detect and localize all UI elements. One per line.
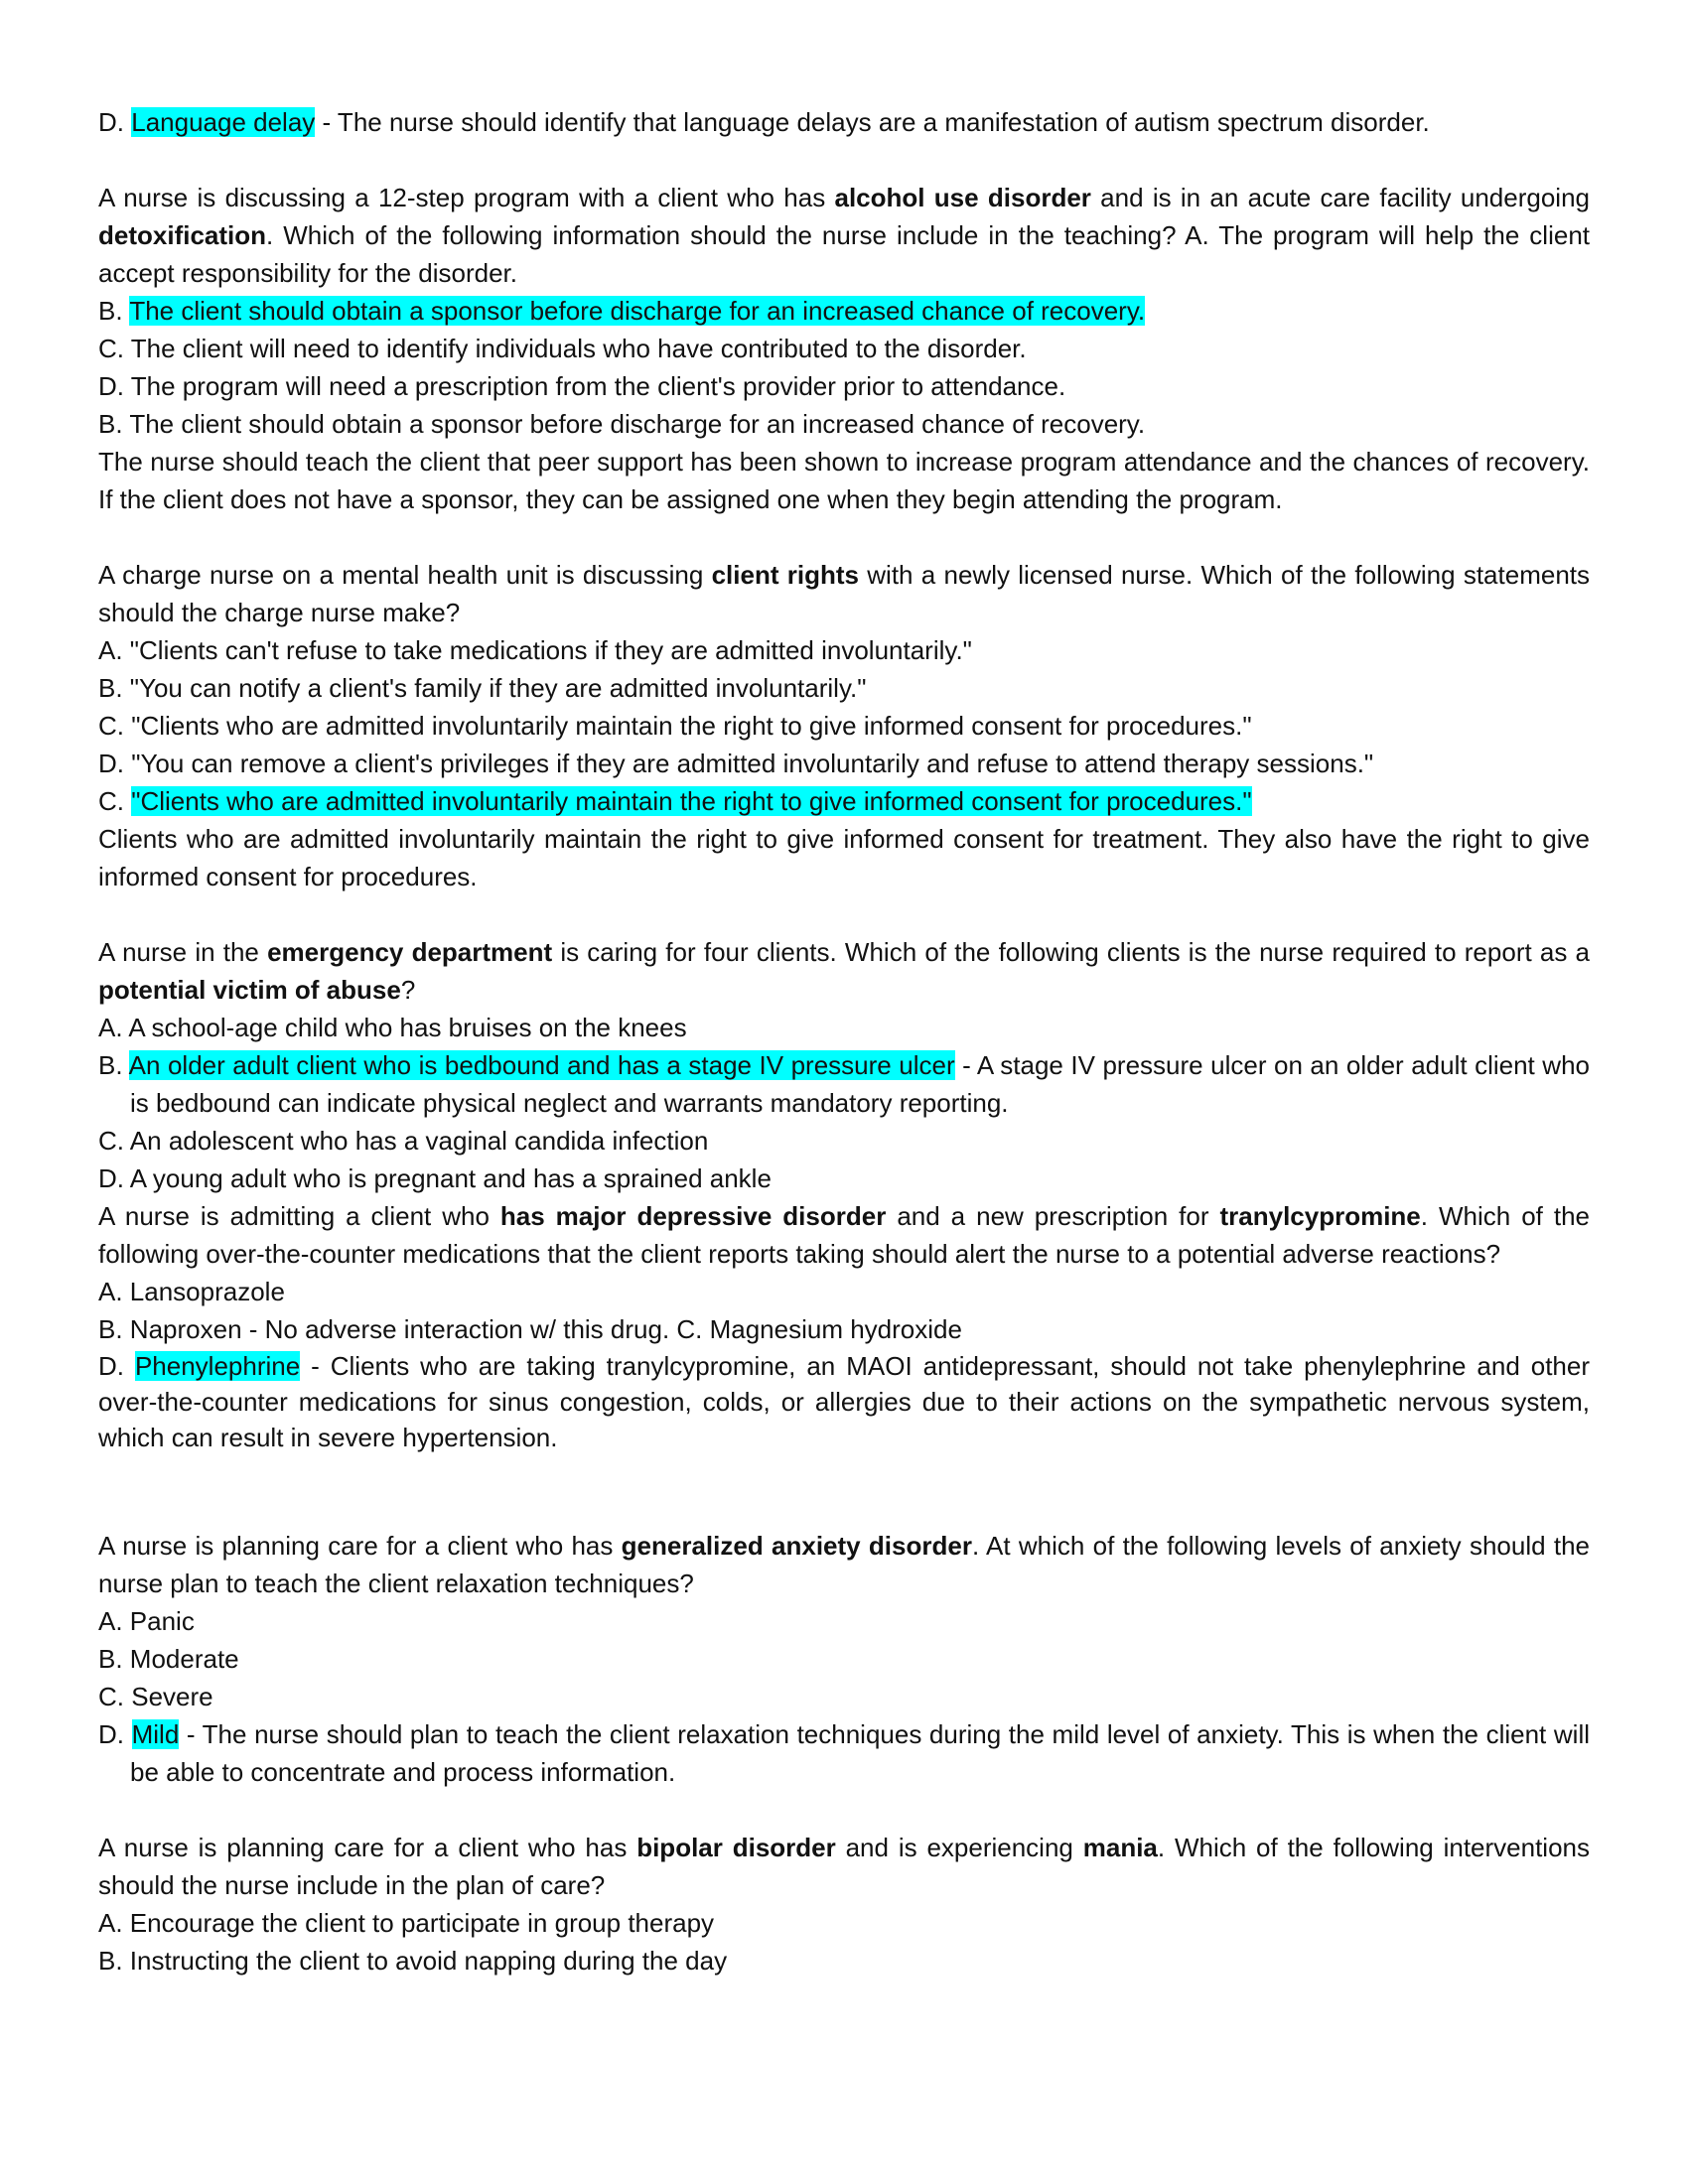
rationale-text: Clients who are admitted involuntarily maintain the right to give informed consent for treatment. They also have the right to give informed consent for procedures. — [98, 824, 1590, 891]
option-d: D. Phenylephrine - Clients who are taking tranylcypromine, an MAOI antidepressant, should not take phenylephrine and other over-the-counter medications for sinus congestion, colds, or allergies due to their actions on the sympathetic nervous system, which can result in severe hypertension. — [98, 1351, 1590, 1452]
keyword: tranylcypromine — [1219, 1201, 1421, 1231]
rationale-text: - The nurse should identify that language delays are a manifestation of autism spectrum disorder. — [315, 107, 1430, 137]
rationale-text: - The nurse should plan to teach the client relaxation techniques during the mild level of anxiety. This is when the client will be able to concentrate and process information. — [130, 1719, 1590, 1787]
highlighted-answer: Mild — [131, 1719, 180, 1749]
answer-line — [98, 103, 1590, 141]
option-c: C. Severe — [98, 1682, 213, 1711]
option-d: D. The program will need a prescription from the client's provider prior to attendance. — [98, 371, 1066, 401]
question-stem: A nurse in the emergency department is caring for four clients. Which of the following clients is the nurse required to report as a potential victim of abuse? — [98, 937, 1590, 1005]
option-a: A. A school-age child who has bruises on the knees — [98, 1013, 687, 1042]
keyword: has major depressive disorder — [499, 1201, 887, 1231]
question-stem: A nurse is planning care for a client who has bipolar disorder and is experiencing mania. Which of the following interventions should the nurse include in the plan of care? — [98, 1833, 1591, 1900]
option-b: B. Instructing the client to avoid napping during the day — [98, 1946, 728, 1976]
option-b: B. Moderate — [98, 1644, 239, 1674]
keyword: client rights — [711, 560, 859, 590]
keyword: mania — [1082, 1833, 1158, 1862]
answer-line: C. "Clients who are admitted involuntarily maintain the right to give informed consent for procedures." — [98, 786, 1252, 816]
option-b: B. The client should obtain a sponsor before discharge for an increased chance of recovery. — [98, 296, 1146, 326]
option-d: D. Mild - The nurse should plan to teach the client relaxation techniques during the mild level of anxiety. This is when the client will be able to concentrate and process information. — [98, 1719, 1590, 1787]
option-a: A. Panic — [98, 1606, 195, 1636]
option-d: D. "You can remove a client's privileges if they are admitted involuntarily and refuse to attend therapy sessions." — [98, 749, 1374, 778]
option-a: A. Lansoprazole — [98, 1277, 285, 1306]
keyword: generalized anxiety disorder — [621, 1531, 972, 1561]
option-b: B. "You can notify a client's family if they are admitted involuntarily." — [98, 673, 867, 703]
option-c: C. "Clients who are admitted involuntarily maintain the right to give informed consent for procedures." — [98, 711, 1252, 741]
keyword: detoxification — [98, 220, 267, 250]
question-stem: A nurse is admitting a client who has major depressive disorder and a new prescription for tranylcypromine. Which of the following over-the-counter medications that the client reports taking should alert the nurse to a potential adverse reactions? — [98, 1201, 1590, 1269]
option-b: B. An older adult client who is bedbound and has a stage IV pressure ulcer - A stage IV pressure ulcer on an older adult client who is bedbound can indicate physical neglect and warrants mandatory reporting. — [98, 1050, 1590, 1118]
keyword: bipolar disorder — [636, 1833, 836, 1862]
keyword: potential victim of abuse — [98, 975, 401, 1005]
option-label: D. — [98, 107, 124, 137]
option-a: A. "Clients can't refuse to take medications if they are admitted involuntarily." — [98, 635, 972, 665]
highlighted-answer: "Clients who are admitted involuntarily maintain the right to give informed consent for procedures." — [131, 786, 1252, 816]
question-stem: A charge nurse on a mental health unit is discussing client rights with a newly licensed nurse. Which of the following statements should the charge nurse make? — [98, 560, 1591, 627]
keyword: emergency department — [267, 937, 553, 967]
highlighted-answer: The client should obtain a sponsor before discharge for an increased chance of recovery. — [129, 296, 1146, 326]
question-stem: A nurse is discussing a 12-step program with a client who has alcohol use disorder and is in an acute care facility undergoing detoxification. Which of the following information should the nurse include in the teaching? A. The program will help the client accept responsibility for the disorder. — [98, 183, 1590, 288]
rationale-text: - Clients who are taking tranylcypromine, an MAOI antidepressant, should not take phenylephrine and other over-the-counter medications for sinus congestion, colds, or allergies due to their actions on the sympathetic nervous system, which can result in severe hypertension. — [98, 1351, 1590, 1452]
highlighted-answer: Language delay — [131, 107, 316, 137]
highlighted-answer: An older adult client who is bedbound and has a stage IV pressure ulcer — [128, 1050, 955, 1080]
option-a: A. Encourage the client to participate in group therapy — [98, 1908, 715, 1938]
option-c: C. The client will need to identify individuals who have contributed to the disorder. — [98, 334, 1027, 363]
question-stem: A nurse is planning care for a client who has generalized anxiety disorder. At which of the following levels of anxiety should the nurse plan to teach the client relaxation techniques? — [98, 1531, 1591, 1598]
rationale-text: The nurse should teach the client that peer support has been shown to increase program attendance and the chances of recovery. If the client does not have a sponsor, they can be assigned one when they begin attending the program. — [98, 447, 1590, 514]
option-c: C. An adolescent who has a vaginal candida infection — [98, 1126, 709, 1156]
rationale-text: - A stage IV pressure ulcer on an older adult client who is bedbound can indicate physical neglect and warrants mandatory reporting. — [130, 1050, 1590, 1118]
keyword: alcohol use disorder — [834, 183, 1091, 212]
answer-line: B. The client should obtain a sponsor before discharge for an increased chance of recovery. — [98, 409, 1146, 439]
option-b-c: B. Naproxen - No adverse interaction w/ this drug. C. Magnesium hydroxide — [98, 1314, 962, 1344]
option-d: D. A young adult who is pregnant and has a sprained ankle — [98, 1163, 772, 1193]
highlighted-answer: Phenylephrine — [134, 1351, 301, 1381]
